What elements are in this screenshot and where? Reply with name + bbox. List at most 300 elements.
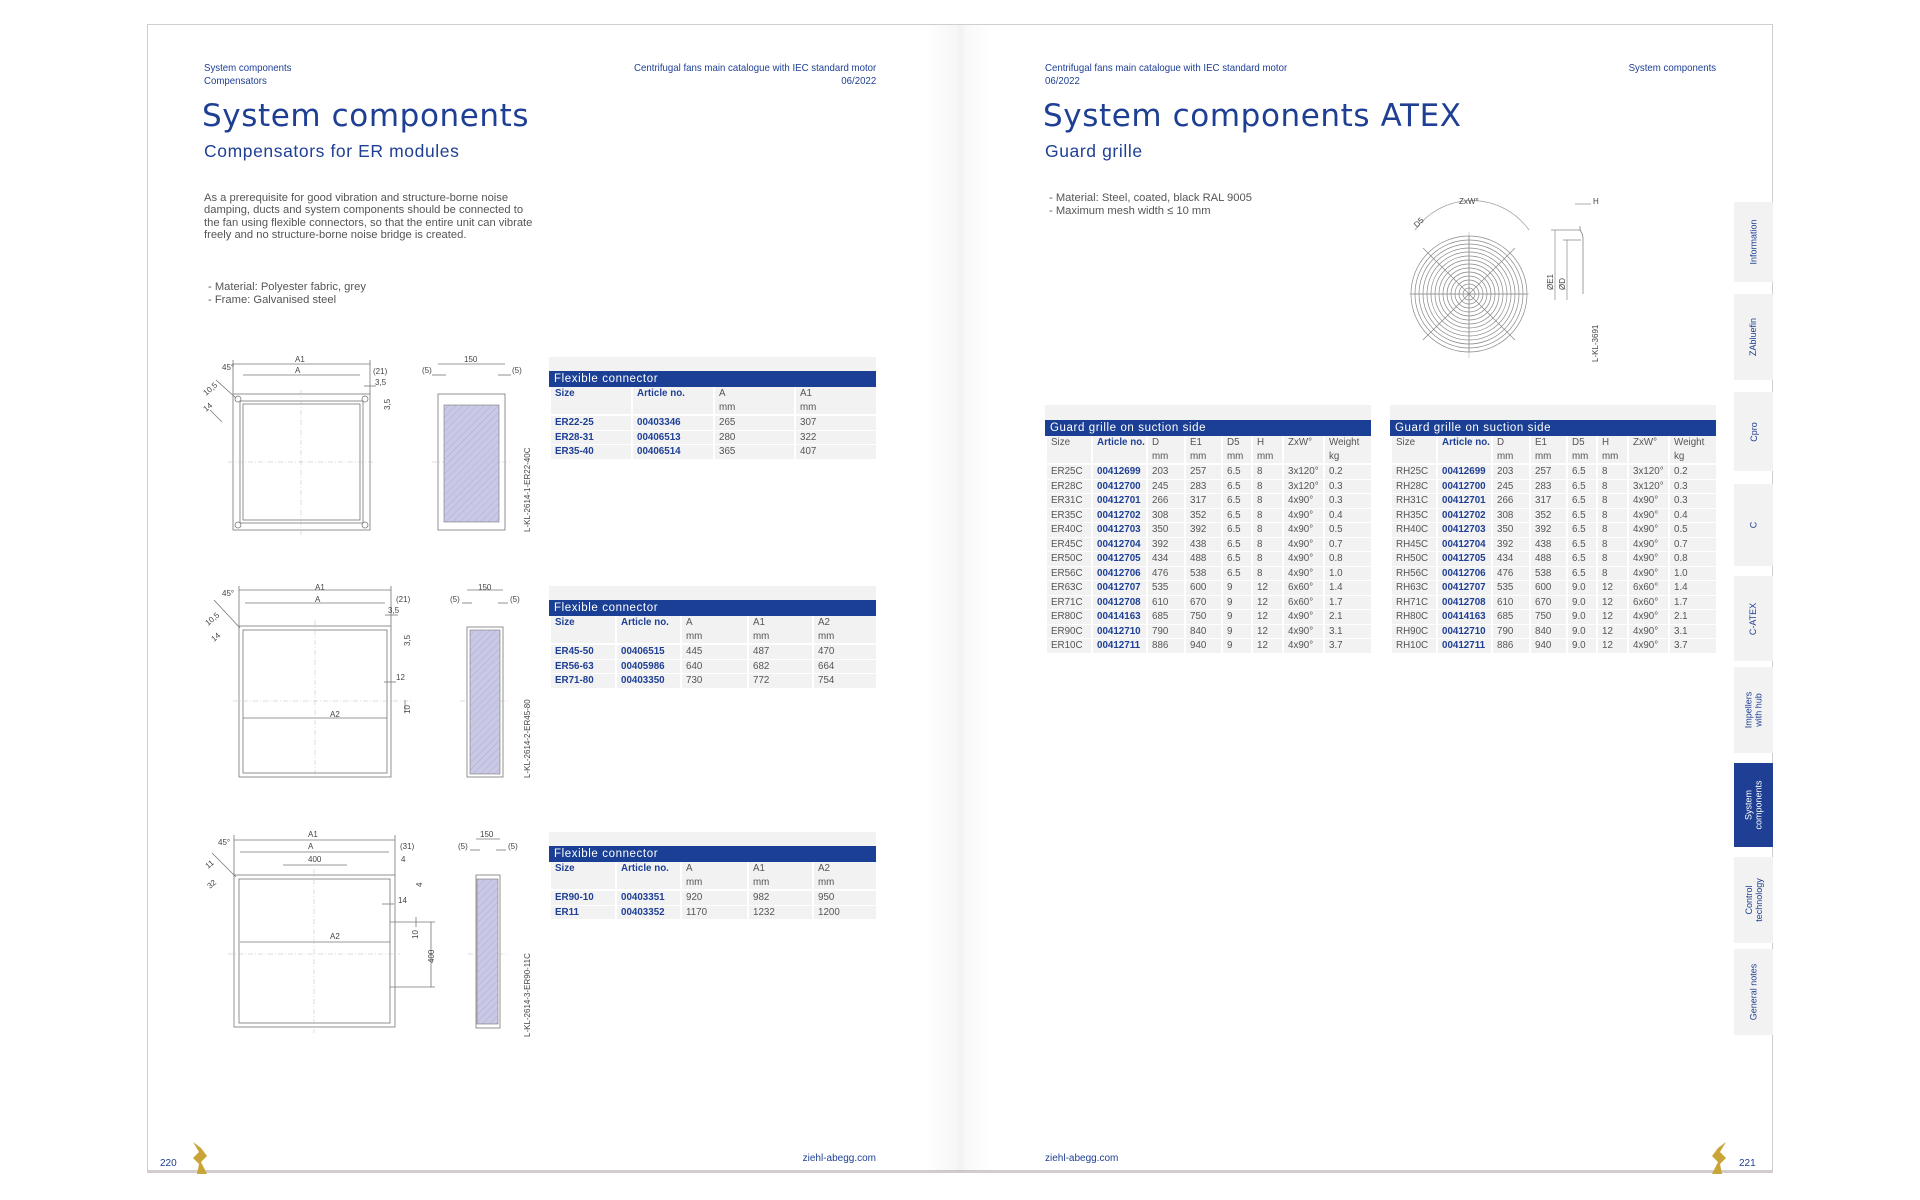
article-number-cell[interactable]: 00414163 (1092, 610, 1147, 625)
table-cell: ER80C (1046, 610, 1092, 625)
table-cell: 308 (1492, 508, 1530, 523)
label-d5: D5 (1412, 215, 1426, 230)
table-cell: 1170 (681, 905, 748, 920)
table-cell: 920 (681, 890, 748, 905)
table-row (1391, 581, 1717, 596)
table-cell: 266 (1492, 494, 1530, 509)
page-subtitle: Guard grille (1045, 141, 1143, 161)
drawing-code: L-KL-2614-2-ER45-80 (523, 699, 532, 778)
article-number-cell[interactable]: 00405986 (616, 659, 681, 674)
table-cell: ER28C (1046, 479, 1092, 494)
table-cell: 8 (1597, 566, 1628, 581)
table-cell: ER35C (1046, 508, 1092, 523)
guard-grille-drawing (1395, 190, 1625, 370)
table-cell: 8 (1597, 464, 1628, 479)
column-header: H (1252, 436, 1283, 450)
table-cell: 6x60° (1628, 595, 1669, 610)
table-row (1046, 479, 1372, 494)
table-cell: 12 (1252, 610, 1283, 625)
bullet-item: - Material: Polyester fabric, grey (208, 281, 366, 294)
column-header: A1 (748, 862, 813, 876)
table-cell: 6x60° (1628, 581, 1669, 596)
label-edge: (21) (396, 595, 411, 604)
table-cell: 6.5 (1222, 537, 1252, 552)
label-flange: 3,5 (388, 606, 400, 615)
chapter-tab[interactable] (1734, 763, 1773, 847)
column-unit: mm (1492, 450, 1530, 465)
column-unit (550, 876, 616, 891)
label-d: ØD (1558, 278, 1567, 290)
column-unit (1283, 450, 1324, 465)
table-cell: 886 (1492, 639, 1530, 654)
table-cell: 8 (1252, 552, 1283, 567)
table-cell: 280 (714, 430, 795, 445)
column-header: D (1147, 436, 1185, 450)
table-cell: 308 (1147, 508, 1185, 523)
article-number-cell[interactable]: 00412708 (1092, 595, 1147, 610)
table-cell: 9.0 (1567, 581, 1597, 596)
table-cell: 4x90° (1283, 537, 1324, 552)
bullet-item: - Maximum mesh width ≤ 10 mm (1049, 205, 1252, 218)
table-cell: ER90C (1046, 624, 1092, 639)
page-title: System components (202, 98, 530, 134)
column-header: Size (550, 387, 632, 401)
chapter-tab-label: General notes (1748, 963, 1759, 1021)
table-row (550, 659, 877, 674)
table-cell: 0.5 (1324, 523, 1372, 538)
table-cell: RH50C (1391, 552, 1437, 567)
article-number-cell[interactable]: 00412711 (1437, 639, 1492, 654)
label-a: A (315, 595, 321, 604)
label-d2: 32 (205, 877, 219, 891)
column-unit: mm (795, 401, 877, 416)
article-number-cell[interactable]: 00403350 (616, 674, 681, 689)
table-cell: 4x90° (1628, 508, 1669, 523)
table-cell: 12 (1252, 595, 1283, 610)
label-a1: A1 (315, 583, 325, 592)
article-number-cell[interactable]: 00412702 (1437, 508, 1492, 523)
table-header-row (1391, 436, 1717, 450)
label-hole: 12 (396, 673, 405, 682)
table-cell: 365 (714, 445, 795, 460)
article-number-cell[interactable]: 00406515 (616, 644, 681, 659)
table-cell: 950 (813, 890, 877, 905)
column-unit: mm (714, 401, 795, 416)
column-unit: kg (1324, 450, 1372, 465)
table-units-row (550, 876, 877, 891)
table-title: Guard grille on suction side (1045, 420, 1371, 436)
data-table (549, 616, 878, 689)
table-row (1046, 508, 1372, 523)
table-cell: 488 (1530, 552, 1567, 567)
table-cell: 1.4 (1669, 581, 1717, 596)
chapter-tab[interactable] (1734, 294, 1773, 380)
article-number-cell[interactable]: 00412704 (1437, 537, 1492, 552)
table-cell: 8 (1252, 508, 1283, 523)
table-cell: 257 (1185, 464, 1222, 479)
label-d2: 14 (209, 630, 223, 644)
table-cell: 283 (1185, 479, 1222, 494)
table-cell: 4x90° (1628, 610, 1669, 625)
label-d2: 14 (201, 400, 215, 414)
label-gap-right: (5) (508, 842, 518, 851)
article-number-cell[interactable]: 00412711 (1092, 639, 1147, 654)
intro-line: As a prerequisite for good vibration and structure-borne noise (204, 192, 509, 204)
table-cell: 438 (1530, 537, 1567, 552)
column-unit (550, 401, 632, 416)
bullet-item: - Material: Steel, coated, black RAL 9005 (1049, 192, 1252, 205)
article-number-cell[interactable]: 00412702 (1092, 508, 1147, 523)
chapter-tab-label: Control technology (1743, 878, 1764, 922)
chapter-tab[interactable] (1734, 576, 1773, 661)
table-row (550, 644, 877, 659)
table-cell: ER31C (1046, 494, 1092, 509)
article-number-cell[interactable]: 00403352 (616, 905, 681, 920)
table-cell: 750 (1185, 610, 1222, 625)
label-zxw: ZxW° (1459, 197, 1479, 206)
table-cell: 2.1 (1669, 610, 1717, 625)
label-flange-v: 3,5 (403, 634, 412, 646)
label-depth: 150 (464, 355, 478, 364)
column-unit (1437, 450, 1492, 465)
table-cell: RH90C (1391, 624, 1437, 639)
right-running-header (1628, 62, 1716, 75)
column-unit: mm (748, 876, 813, 891)
table-row (1046, 552, 1372, 567)
column-unit: mm (1530, 450, 1567, 465)
column-unit (616, 876, 681, 891)
article-number-cell[interactable]: 00412703 (1092, 523, 1147, 538)
article-number-cell[interactable]: 00406513 (632, 430, 714, 445)
table-top-band (549, 586, 876, 600)
label-hole-v: 10 (411, 930, 420, 939)
column-unit: mm (813, 876, 877, 891)
table-cell: 8 (1252, 537, 1283, 552)
column-header: D (1492, 436, 1530, 450)
table-cell: RH45C (1391, 537, 1437, 552)
table-row (1046, 624, 1372, 639)
article-number-cell[interactable]: 00412707 (1092, 581, 1147, 596)
table-cell: 307 (795, 415, 877, 430)
column-unit: mm (681, 876, 748, 891)
table-cell: ER56-63 (550, 659, 616, 674)
table-cell: 886 (1147, 639, 1185, 654)
article-number-cell[interactable]: 00403351 (616, 890, 681, 905)
table-cell: 9.0 (1567, 639, 1597, 654)
label-h: H (1593, 197, 1599, 206)
column-unit: mm (1252, 450, 1283, 465)
article-number-cell[interactable]: 00412708 (1437, 595, 1492, 610)
article-number-cell[interactable]: 00412701 (1437, 494, 1492, 509)
table-cell: 790 (1147, 624, 1185, 639)
table-cell: ER50C (1046, 552, 1092, 567)
intro-line: damping, ducts and system components should be connected to (204, 204, 524, 217)
table-cell: RH71C (1391, 595, 1437, 610)
header-catalogue: Centrifugal fans main catalogue with IEC standard motor (633, 62, 876, 74)
table-cell: 8 (1597, 479, 1628, 494)
table-row (1391, 508, 1717, 523)
column-unit: mm (681, 630, 748, 645)
article-number-cell[interactable]: 00412707 (1437, 581, 1492, 596)
table-cell: 9.0 (1567, 610, 1597, 625)
data-table (1045, 436, 1373, 654)
table-cell: RH80C (1391, 610, 1437, 625)
table-cell: 203 (1492, 464, 1530, 479)
column-header: A1 (795, 387, 877, 401)
table-cell: 487 (748, 644, 813, 659)
table-row (1391, 494, 1717, 509)
label-depth: 150 (480, 830, 494, 839)
table-cell: 352 (1185, 508, 1222, 523)
table-row (1391, 624, 1717, 639)
table-cell: 664 (813, 659, 877, 674)
column-unit: mm (1597, 450, 1628, 465)
column-unit: mm (748, 630, 813, 645)
table-row (1046, 581, 1372, 596)
data-table (1390, 436, 1718, 654)
table-cell: ER56C (1046, 566, 1092, 581)
table-row (1046, 639, 1372, 654)
header-catalogue: Centrifugal fans main catalogue with IEC standard motor (1045, 62, 1288, 74)
label-d1: 10,5 (201, 380, 220, 398)
left-running-header (204, 62, 292, 88)
table-cell: 4x90° (1283, 566, 1324, 581)
table-cell: 488 (1185, 552, 1222, 567)
column-unit (550, 630, 616, 645)
label-gap-right: (5) (510, 595, 520, 604)
column-header: A (681, 616, 748, 630)
table-row (1391, 523, 1717, 538)
column-header: ZxW° (1283, 436, 1324, 450)
table-title: Flexible connector (549, 600, 876, 616)
chapter-tab[interactable] (1734, 484, 1773, 566)
table-cell: 350 (1492, 523, 1530, 538)
website-link-left[interactable]: ziehl-abegg.com (802, 1153, 876, 1164)
table-cell: 940 (1530, 639, 1567, 654)
table-top-band (549, 832, 876, 846)
table-units-row (1046, 450, 1372, 465)
table-cell: 8 (1252, 523, 1283, 538)
table-top-band (1045, 405, 1371, 420)
ziehl-abegg-logo-icon (187, 1142, 213, 1174)
table-cell: 1200 (813, 905, 877, 920)
table-cell: 4x90° (1628, 624, 1669, 639)
header-section: System components (204, 62, 292, 74)
column-header: A2 (813, 862, 877, 876)
article-number-cell[interactable]: 00412705 (1092, 552, 1147, 567)
website-link-right[interactable]: ziehl-abegg.com (1045, 1153, 1119, 1164)
page-spine-shadow (925, 25, 995, 1171)
table-cell: 3x120° (1628, 464, 1669, 479)
drawing-code: L-KL-3691 (1591, 324, 1600, 362)
table-cell: 6.5 (1222, 508, 1252, 523)
table-cell: 203 (1147, 464, 1185, 479)
table-row (1046, 464, 1372, 479)
chapter-tab-label: ZAbluefin (1748, 317, 1759, 357)
table-cell: 317 (1185, 494, 1222, 509)
table-cell: 3.7 (1669, 639, 1717, 654)
article-number-cell[interactable]: 00412706 (1092, 566, 1147, 581)
article-number-cell[interactable]: 00412700 (1437, 479, 1492, 494)
table-cell: 4x90° (1628, 639, 1669, 654)
column-header: A2 (813, 616, 877, 630)
table-cell: 266 (1147, 494, 1185, 509)
table-cell: 0.2 (1324, 464, 1372, 479)
table-cell: 0.2 (1669, 464, 1717, 479)
table-cell: 12 (1597, 639, 1628, 654)
spec-bullets (1049, 192, 1252, 218)
data-table (549, 387, 878, 460)
column-header: Size (1391, 436, 1437, 450)
left-catalogue-header (634, 62, 876, 88)
column-header: Weight (1324, 436, 1372, 450)
label-e1: ØE1 (1546, 273, 1555, 290)
table-cell: 1.0 (1324, 566, 1372, 581)
page-title: System components ATEX (1043, 98, 1462, 134)
label-gap-right: (5) (512, 366, 522, 375)
header-date: 06/2022 (1045, 75, 1080, 87)
table-cell: RH25C (1391, 464, 1437, 479)
table-row (1391, 595, 1717, 610)
table-cell: 407 (795, 445, 877, 460)
column-header: Article no. (616, 862, 681, 876)
table-cell: 9 (1222, 581, 1252, 596)
table-cell: 3.1 (1669, 624, 1717, 639)
compensator-drawing-3 (200, 825, 540, 1045)
table-cell: 8 (1597, 552, 1628, 567)
table-cell: 245 (1147, 479, 1185, 494)
label-flange: 3,5 (375, 378, 387, 387)
page-subtitle: Compensators for ER modules (204, 141, 460, 161)
table-top-band (549, 357, 876, 371)
table-cell: 8 (1252, 464, 1283, 479)
table-cell: 0.7 (1324, 537, 1372, 552)
table-header-row (1046, 436, 1372, 450)
table-cell: ER28-31 (550, 430, 632, 445)
drawing-code: L-KL-2614-3-ER90-11C (523, 953, 532, 1037)
table-units-row (1391, 450, 1717, 465)
table-cell: ER45C (1046, 537, 1092, 552)
label-d1: 10,5 (203, 610, 222, 628)
chapter-tab-label: Information (1748, 219, 1759, 265)
label-gap-left: (5) (450, 595, 460, 604)
table-cell: 12 (1252, 581, 1283, 596)
table-cell: 840 (1185, 624, 1222, 639)
table-cell: 9 (1222, 595, 1252, 610)
article-number-cell[interactable]: 00412699 (1437, 464, 1492, 479)
table-cell: 8 (1597, 537, 1628, 552)
table-cell: RH31C (1391, 494, 1437, 509)
column-header: Article no. (632, 387, 714, 401)
table-cell: 6.5 (1567, 479, 1597, 494)
chapter-tab[interactable] (1734, 949, 1773, 1035)
table-cell: 0.8 (1669, 552, 1717, 567)
column-header: Weight (1669, 436, 1717, 450)
article-number-cell[interactable]: 00412704 (1092, 537, 1147, 552)
column-header: H (1597, 436, 1628, 450)
table-units-row (550, 401, 877, 416)
table-cell: 1.7 (1669, 595, 1717, 610)
table-cell: 754 (813, 674, 877, 689)
article-number-cell[interactable]: 00406514 (632, 445, 714, 460)
table-cell: 840 (1530, 624, 1567, 639)
table-cell: 0.3 (1324, 479, 1372, 494)
table-cell: 0.8 (1324, 552, 1372, 567)
data-table (549, 862, 878, 920)
table-cell: 6.5 (1567, 464, 1597, 479)
table-cell: 470 (813, 644, 877, 659)
table-cell: 4x90° (1283, 639, 1324, 654)
table-cell: 772 (748, 674, 813, 689)
article-number-cell[interactable]: 00412699 (1092, 464, 1147, 479)
article-number-cell[interactable]: 00412706 (1437, 566, 1492, 581)
table-cell: 9 (1222, 624, 1252, 639)
chapter-tab[interactable] (1734, 202, 1773, 282)
article-number-cell[interactable]: 00412700 (1092, 479, 1147, 494)
table-cell: 6.5 (1567, 508, 1597, 523)
header-subsection: Compensators (204, 75, 267, 87)
column-header: Article no. (1092, 436, 1147, 450)
table-cell: 9 (1222, 639, 1252, 654)
table-row (550, 445, 877, 460)
table-cell: 476 (1147, 566, 1185, 581)
compensator-drawing-1 (200, 350, 540, 540)
table-cell: 6.5 (1222, 464, 1252, 479)
article-number-cell[interactable]: 00412705 (1437, 552, 1492, 567)
article-number-cell[interactable]: 00414163 (1437, 610, 1492, 625)
chapter-tab[interactable] (1734, 392, 1773, 471)
table-cell: 670 (1530, 595, 1567, 610)
article-number-cell[interactable]: 00403346 (632, 415, 714, 430)
intro-paragraph (204, 192, 544, 242)
table-cell: 8 (1597, 523, 1628, 538)
table-cell: 8 (1252, 479, 1283, 494)
table-row (1046, 494, 1372, 509)
chapter-tab[interactable] (1734, 667, 1773, 753)
table-cell: 682 (748, 659, 813, 674)
table-cell: 392 (1530, 523, 1567, 538)
article-number-cell[interactable]: 00412701 (1092, 494, 1147, 509)
article-number-cell[interactable]: 00412703 (1437, 523, 1492, 538)
table-row (1391, 464, 1717, 479)
table-cell: 434 (1492, 552, 1530, 567)
table-cell: 8 (1252, 494, 1283, 509)
table-cell: 538 (1185, 566, 1222, 581)
table-cell: 3.7 (1324, 639, 1372, 654)
article-number-cell[interactable]: 00412710 (1092, 624, 1147, 639)
table-cell: 670 (1185, 595, 1222, 610)
table-cell: 6x60° (1283, 581, 1324, 596)
table-row (1391, 610, 1717, 625)
chapter-tab[interactable] (1734, 857, 1773, 943)
table-row (1046, 537, 1372, 552)
table-cell: 535 (1147, 581, 1185, 596)
table-title: Guard grille on suction side (1390, 420, 1716, 436)
table-row (550, 430, 877, 445)
table-cell: 350 (1147, 523, 1185, 538)
table-cell: RH63C (1391, 581, 1437, 596)
ziehl-abegg-logo-icon (1706, 1142, 1732, 1174)
table-units-row (550, 630, 877, 645)
table-cell: 317 (1530, 494, 1567, 509)
label-angle: 45° (222, 589, 235, 598)
table-cell: 0.7 (1669, 537, 1717, 552)
article-number-cell[interactable]: 00412710 (1437, 624, 1492, 639)
table-cell: 4x90° (1283, 523, 1324, 538)
table-cell: 3.1 (1324, 624, 1372, 639)
table-cell: 434 (1147, 552, 1185, 567)
table-cell: 538 (1530, 566, 1567, 581)
